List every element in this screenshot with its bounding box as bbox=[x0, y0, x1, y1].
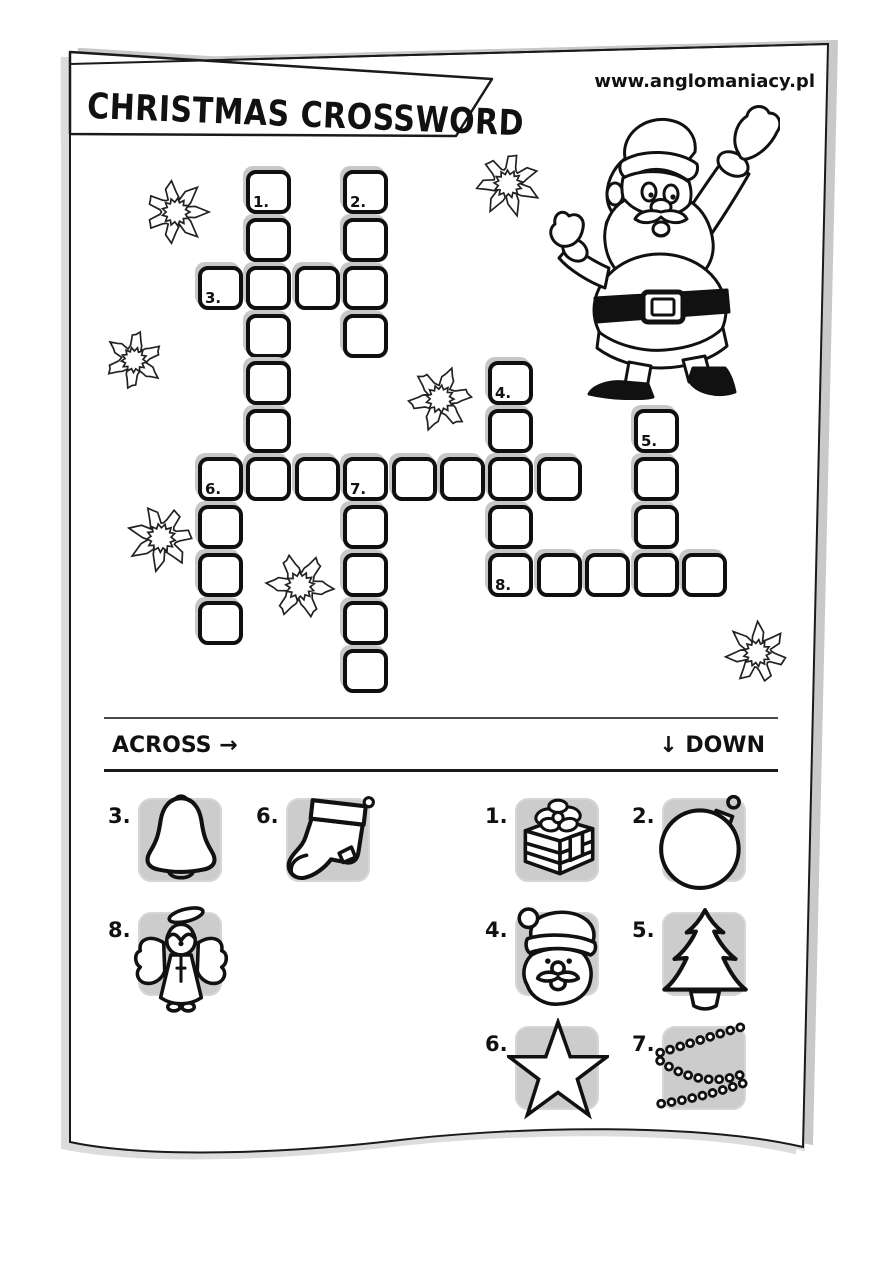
cell-r3-c1[interactable] bbox=[246, 314, 291, 358]
cell-r6-c4[interactable] bbox=[392, 457, 437, 501]
cell-number: 1. bbox=[253, 192, 270, 211]
across-clue-list bbox=[108, 798, 404, 1026]
clue-across-8 bbox=[108, 912, 256, 1026]
clue-down-6 bbox=[485, 1026, 632, 1140]
cell-r1-c3[interactable] bbox=[343, 218, 388, 262]
clue-number: 4. bbox=[485, 918, 508, 942]
website-url: www.anglomaniacy.pl bbox=[594, 71, 815, 92]
cell-r6-c6[interactable] bbox=[488, 457, 533, 501]
clue-down-7 bbox=[632, 1026, 779, 1140]
cell-r6-c5[interactable] bbox=[440, 457, 485, 501]
snowflake-icon bbox=[115, 496, 201, 583]
cell-r2-c0[interactable] bbox=[198, 266, 243, 310]
across-header: ACROSS → bbox=[112, 733, 238, 758]
cell-r6-c2[interactable] bbox=[295, 457, 340, 501]
snowflake-icon bbox=[471, 150, 547, 224]
clue-across-6 bbox=[256, 798, 404, 912]
cell-r8-c0[interactable] bbox=[198, 553, 243, 597]
clue-number: 6. bbox=[485, 1032, 508, 1056]
clue-number: 8. bbox=[108, 918, 131, 942]
cell-r1-c1[interactable] bbox=[246, 218, 291, 262]
clue-number: 2. bbox=[632, 804, 655, 828]
gift-icon bbox=[515, 798, 599, 882]
snowflake-icon bbox=[264, 554, 337, 619]
cell-r6-c0[interactable] bbox=[198, 457, 243, 501]
page-title: CHRISTMAS CROSSWORD bbox=[86, 86, 525, 145]
cell-r3-c3[interactable] bbox=[343, 314, 388, 358]
clue-number: 7. bbox=[632, 1032, 655, 1056]
down-clue-list bbox=[485, 798, 779, 1140]
cell-r8-c6[interactable] bbox=[488, 553, 533, 597]
chain-icon bbox=[662, 1026, 746, 1110]
cell-r6-c3[interactable] bbox=[343, 457, 388, 501]
cell-r4-c6[interactable] bbox=[488, 361, 533, 405]
bell-icon bbox=[138, 798, 222, 882]
tree-icon bbox=[662, 912, 746, 996]
clue-across-3 bbox=[108, 798, 256, 912]
clue-down-1 bbox=[485, 798, 632, 912]
cell-r2-c3[interactable] bbox=[343, 266, 388, 310]
santa-illustration bbox=[540, 100, 780, 400]
snowflake-icon bbox=[401, 358, 478, 440]
stocking-icon bbox=[286, 798, 370, 882]
cell-r0-c1[interactable] bbox=[246, 170, 291, 214]
cell-r6-c1[interactable] bbox=[246, 457, 291, 501]
cell-r7-c6[interactable] bbox=[488, 505, 533, 549]
cell-r0-c3[interactable] bbox=[343, 170, 388, 214]
cell-r7-c9[interactable] bbox=[634, 505, 679, 549]
angel-icon bbox=[138, 912, 222, 996]
cell-r8-c8[interactable] bbox=[585, 553, 630, 597]
snowflake-icon bbox=[713, 609, 796, 693]
divider-top bbox=[104, 717, 778, 719]
clue-number: 5. bbox=[632, 918, 655, 942]
bauble-icon bbox=[662, 798, 746, 882]
clue-number: 3. bbox=[108, 804, 131, 828]
cell-r2-c1[interactable] bbox=[246, 266, 291, 310]
snowflake-icon bbox=[150, 181, 210, 243]
cell-r6-c7[interactable] bbox=[537, 457, 582, 501]
cell-number: 5. bbox=[641, 431, 658, 450]
down-header: ↓ DOWN bbox=[659, 733, 765, 758]
cell-number: 8. bbox=[495, 575, 512, 594]
star-icon bbox=[515, 1026, 599, 1110]
cell-number: 6. bbox=[205, 479, 222, 498]
cell-r9-c3[interactable] bbox=[343, 601, 388, 645]
cell-r4-c1[interactable] bbox=[246, 361, 291, 405]
clue-down-2 bbox=[632, 798, 779, 912]
cell-r5-c6[interactable] bbox=[488, 409, 533, 453]
clue-down-5 bbox=[632, 912, 779, 1026]
cell-r8-c3[interactable] bbox=[343, 553, 388, 597]
cell-number: 2. bbox=[350, 192, 367, 211]
cell-r8-c10[interactable] bbox=[682, 553, 727, 597]
cell-r7-c0[interactable] bbox=[198, 505, 243, 549]
cell-r7-c3[interactable] bbox=[343, 505, 388, 549]
cell-r5-c9[interactable] bbox=[634, 409, 679, 453]
cell-r8-c7[interactable] bbox=[537, 553, 582, 597]
cell-r10-c3[interactable] bbox=[343, 649, 388, 693]
cell-r5-c1[interactable] bbox=[246, 409, 291, 453]
divider-bottom bbox=[104, 769, 778, 772]
clue-number: 6. bbox=[256, 804, 279, 828]
cell-number: 4. bbox=[495, 383, 512, 402]
cell-number: 7. bbox=[350, 479, 367, 498]
cell-r8-c9[interactable] bbox=[634, 553, 679, 597]
cell-r2-c2[interactable] bbox=[295, 266, 340, 310]
cell-r6-c9[interactable] bbox=[634, 457, 679, 501]
cell-number: 3. bbox=[205, 288, 222, 307]
santa-icon bbox=[515, 912, 599, 996]
clue-number: 1. bbox=[485, 804, 508, 828]
clue-down-4 bbox=[485, 912, 632, 1026]
cell-r9-c0[interactable] bbox=[198, 601, 243, 645]
snowflake-icon bbox=[94, 321, 173, 399]
